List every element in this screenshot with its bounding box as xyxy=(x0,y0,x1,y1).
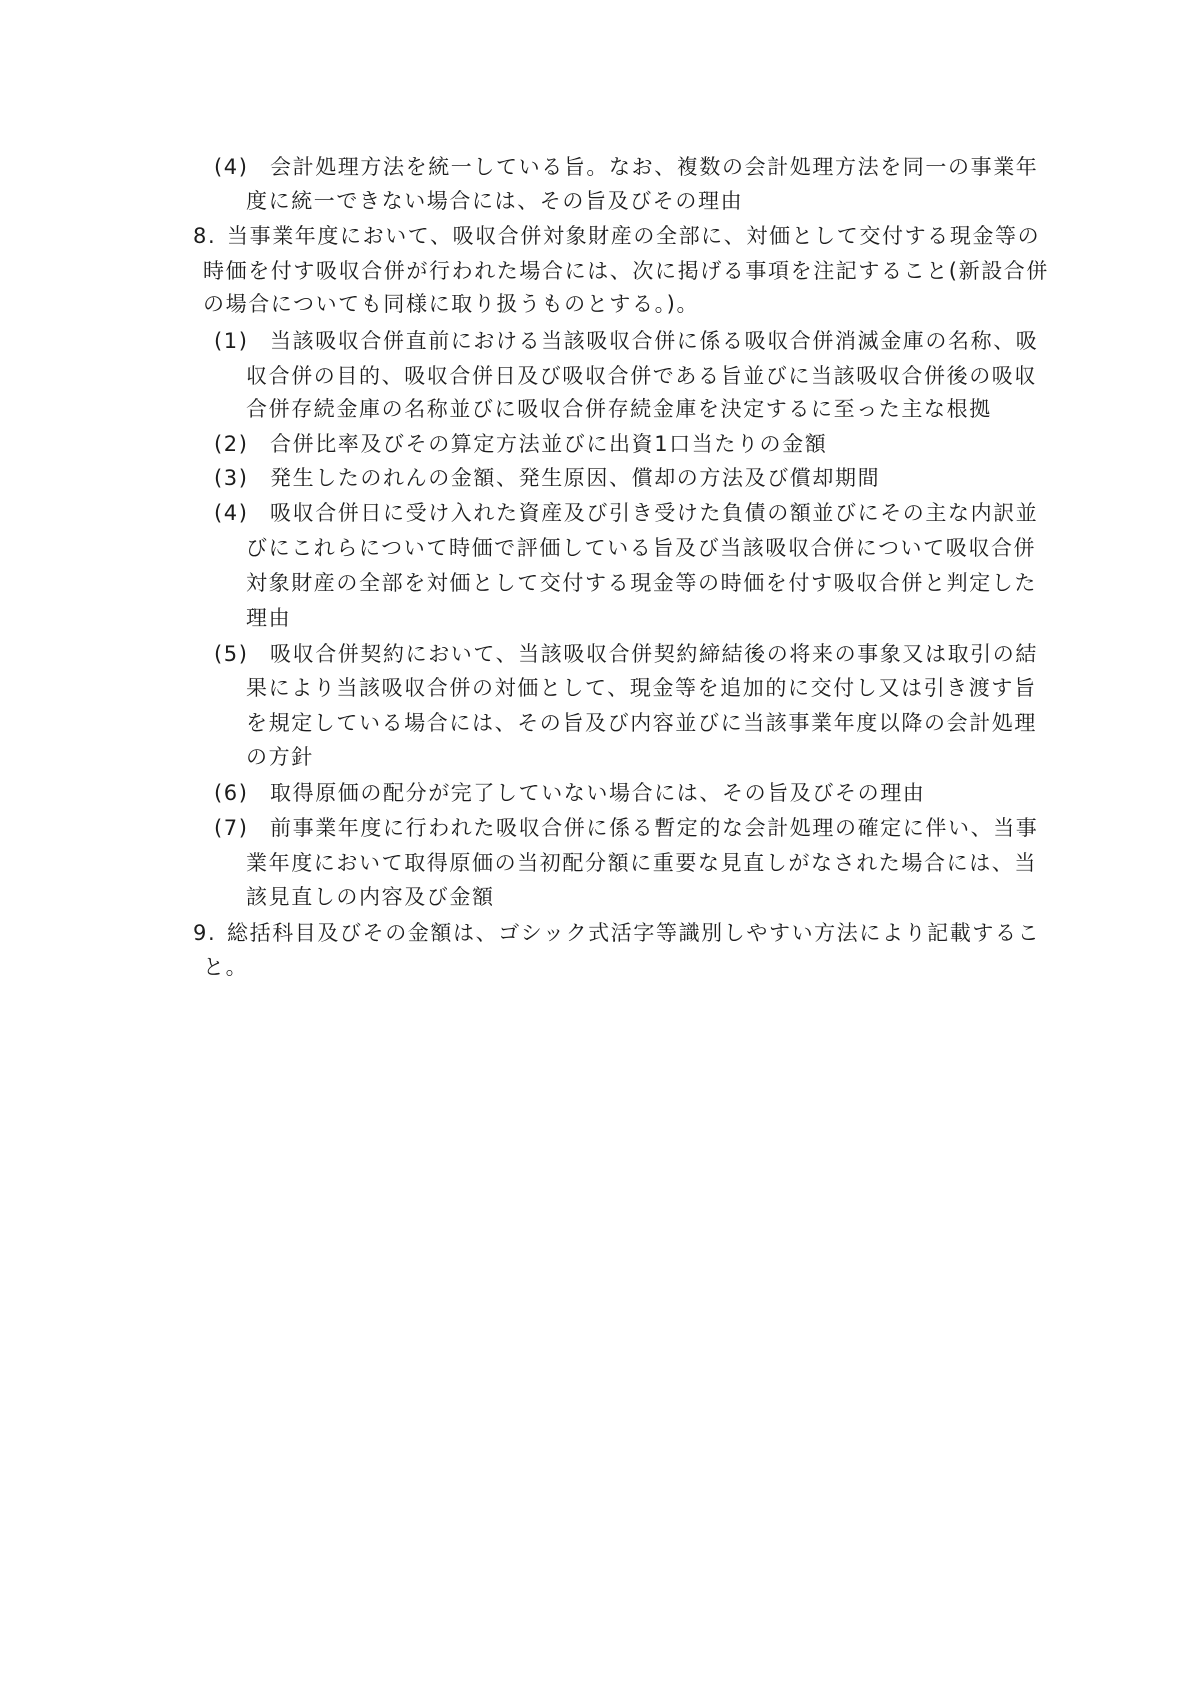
item-4-marker: (4) xyxy=(214,155,249,179)
subitem-5-line-3: を規定している場合には、その旨及び内容並びに当該事業年度以降の会計処理 xyxy=(246,711,1037,735)
subitem-3-marker: (3) xyxy=(214,466,249,490)
item-8-marker: 8. xyxy=(193,224,217,248)
document-page: (4) 会計処理方法を統一している旨。なお、複数の会計処理方法を同一の事業年 度に統一できない場合には、その旨及びその理由 8. 当事業年度において、吸収合併対象財産の全部に、対価として交付する現金等の 時価を付す吸収合併が行われた場合には、次に掲げる事項を注記すること(新設合併 の場合についても同様に取り扱うものとする。)。 (1) 当該吸収合併直前における当該吸収合併に係る吸収合併消滅金庫の名称、吸 収合併の目的、吸収合併日及び吸収合併である旨並びに当該吸収合併後の吸収 合併存続金庫の名称並びに吸収合併存続金庫を決定するに至った主な根拠 (2) 合併比率及びその算定方法並びに出資1口当たりの金額 (3) 発生したのれんの金額、発生原因、償却の方法及び償却期間 (4) 吸収合併日に受け入れた資産及び引き受けた負債の額並びにその主な内訳並 びにこれらについて時価で評価している旨及び当該吸収合併について吸収合併 対象財産の全部を対価として交付する現金等の時価を付す吸収合併と判定した 理由 (5) 吸収合併契約において、当該吸収合併契約締結後の将来の事象又は取引の結 果により当該吸収合併の対価として、現金等を追加的に交付し又は引き渡す旨 を規定している場合には、その旨及び内容並びに当該事業年度以降の会計処理 の方針 (6) 取得原価の配分が完了していない場合には、その旨及びその理由 (7) 前事業年度に行われた吸収合併に係る暫定的な会計処理の確定に伴い、当事 業年度において取得原価の当初配分額に重要な見直しがなされた場合には、当 該見直しの内容及び金額 9. 総括科目及びその金額は、ゴシック式活字等識別しやすい方法により記載するこ と。 xyxy=(0,0,1181,1695)
subitem-1-line-2: 収合併の目的、吸収合併日及び吸収合併である旨並びに当該吸収合併後の吸収 xyxy=(246,364,1037,388)
subitem-1-line-3: 合併存続金庫の名称並びに吸収合併存続金庫を決定するに至った主な根拠 xyxy=(246,397,992,421)
item-9-line-2: と。 xyxy=(203,955,249,979)
subitem-5-line-2: 果により当該吸収合併の対価として、現金等を追加的に交付し又は引き渡す旨 xyxy=(246,676,1037,700)
item-9-marker: 9. xyxy=(193,921,217,945)
subitem-5-marker: (5) xyxy=(214,642,249,666)
item-8-line-3: の場合についても同様に取り扱うものとする。)。 xyxy=(203,292,700,316)
subitem-2-marker: (2) xyxy=(214,432,249,456)
item-4-line-2: 度に統一できない場合には、その旨及びその理由 xyxy=(246,189,744,213)
subitem-4-line-4: 理由 xyxy=(246,606,292,630)
subitem-4-line-3: 対象財産の全部を対価として交付する現金等の時価を付す吸収合併と判定した xyxy=(246,571,1037,595)
subitem-7-line-2: 業年度において取得原価の当初配分額に重要な見直しがなされた場合には、当 xyxy=(246,851,1037,875)
subitem-6-marker: (6) xyxy=(214,781,249,805)
item-8-line-2: 時価を付す吸収合併が行われた場合には、次に掲げる事項を注記すること(新設合併 xyxy=(203,259,1049,283)
subitem-4-line-2: びにこれらについて時価で評価している旨及び当該吸収合併について吸収合併 xyxy=(246,536,1037,560)
subitem-7-marker: (7) xyxy=(214,816,249,840)
subitem-1-marker: (1) xyxy=(214,329,249,353)
subitem-5-line-4: の方針 xyxy=(246,745,314,769)
subitem-4-marker: (4) xyxy=(214,501,249,525)
subitem-7-line-3: 該見直しの内容及び金額 xyxy=(246,885,495,909)
